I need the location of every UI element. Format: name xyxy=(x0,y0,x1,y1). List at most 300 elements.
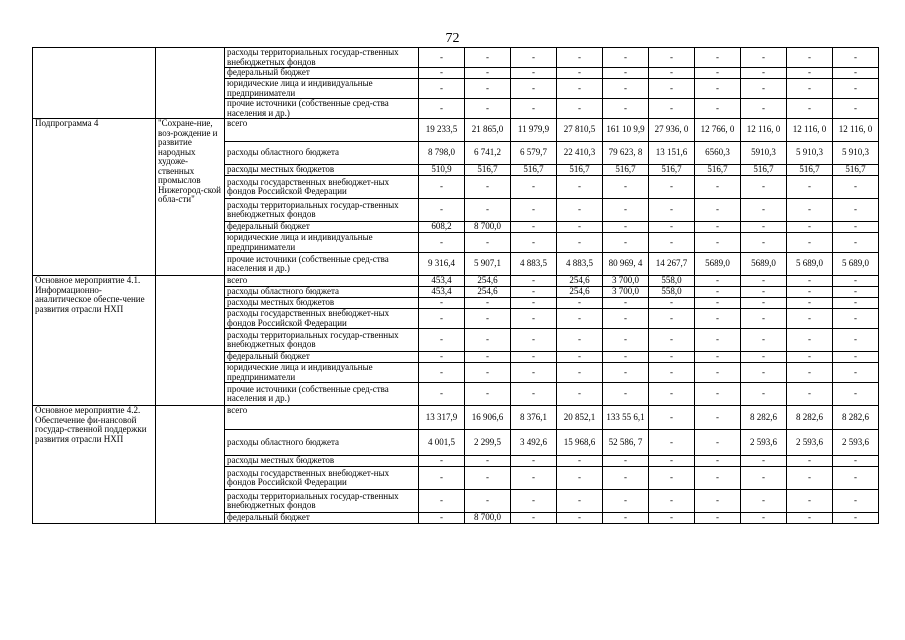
funding-source-cell: расходы областного бюджета xyxy=(225,287,419,298)
value-cell: - xyxy=(511,233,557,253)
value-cell: - xyxy=(695,176,741,199)
value-cell: - xyxy=(741,513,787,524)
value-cell: 8 798,0 xyxy=(419,142,465,165)
value-cell: 516,7 xyxy=(787,165,833,176)
value-cell: - xyxy=(787,490,833,513)
value-cell: - xyxy=(695,233,741,253)
value-cell: 5689,0 xyxy=(741,253,787,276)
funding-source-cell: расходы территориальных государ-ственных внебюджетных фондов xyxy=(225,48,419,68)
value-cell: 9 316,4 xyxy=(419,253,465,276)
value-cell: - xyxy=(787,99,833,119)
value-cell: 6 741,2 xyxy=(465,142,511,165)
value-cell: - xyxy=(603,363,649,383)
value-cell: - xyxy=(695,329,741,352)
value-cell: - xyxy=(557,352,603,363)
value-cell: - xyxy=(603,352,649,363)
value-cell: - xyxy=(695,363,741,383)
funding-source-cell: юридические лица и индивидуальные предприниматели xyxy=(225,79,419,99)
value-cell: - xyxy=(419,48,465,68)
value-cell: - xyxy=(603,456,649,467)
value-cell: - xyxy=(419,456,465,467)
value-cell: - xyxy=(603,68,649,79)
value-cell: 12 766, 0 xyxy=(695,119,741,142)
value-cell: 14 267,7 xyxy=(649,253,695,276)
value-cell: - xyxy=(833,48,879,68)
value-cell: - xyxy=(695,298,741,309)
value-cell: - xyxy=(649,99,695,119)
value-cell: - xyxy=(741,276,787,287)
value-cell: - xyxy=(511,456,557,467)
value-cell: 133 55 6,1 xyxy=(603,406,649,430)
program-title-cell xyxy=(156,406,225,524)
value-cell: - xyxy=(833,222,879,233)
program-title-cell: "Сохране-ние, воз-рождение и развитие народных художе-ственных промыслов Нижегород-ской обла-сти" xyxy=(156,119,225,276)
value-cell: - xyxy=(787,329,833,352)
value-cell: - xyxy=(695,513,741,524)
value-cell: - xyxy=(649,298,695,309)
value-cell: 558,0 xyxy=(649,276,695,287)
value-cell: - xyxy=(741,309,787,329)
value-cell: - xyxy=(741,222,787,233)
value-cell: - xyxy=(419,352,465,363)
value-cell: - xyxy=(419,176,465,199)
value-cell: - xyxy=(695,99,741,119)
value-cell: - xyxy=(419,298,465,309)
value-cell: - xyxy=(649,513,695,524)
value-cell: - xyxy=(511,467,557,490)
program-name-cell: Подпрограмма 4 xyxy=(33,119,156,276)
value-cell: - xyxy=(419,199,465,222)
value-cell: - xyxy=(833,199,879,222)
value-cell: 11 979,9 xyxy=(511,119,557,142)
value-cell: 8 282,6 xyxy=(741,406,787,430)
value-cell: 161 10 9,9 xyxy=(603,119,649,142)
value-cell: - xyxy=(741,490,787,513)
value-cell: - xyxy=(557,48,603,68)
value-cell: - xyxy=(419,309,465,329)
page-number: 72 xyxy=(445,31,460,46)
value-cell: - xyxy=(695,406,741,430)
value-cell: - xyxy=(833,352,879,363)
value-cell: - xyxy=(787,68,833,79)
funding-source-cell: юридические лица и индивидуальные предприниматели xyxy=(225,363,419,383)
table-row xyxy=(33,406,879,430)
value-cell: 79 623, 8 xyxy=(603,142,649,165)
program-name-cell xyxy=(33,48,156,119)
value-cell: - xyxy=(465,99,511,119)
value-cell: - xyxy=(695,490,741,513)
value-cell: - xyxy=(833,383,879,406)
value-cell: - xyxy=(465,233,511,253)
value-cell: - xyxy=(465,176,511,199)
value-cell: - xyxy=(695,287,741,298)
value-cell: - xyxy=(465,467,511,490)
funding-source-cell: всего xyxy=(225,119,419,142)
value-cell: - xyxy=(465,352,511,363)
value-cell: 12 116, 0 xyxy=(741,119,787,142)
value-cell: - xyxy=(649,456,695,467)
funding-source-cell: федеральный бюджет xyxy=(225,352,419,363)
value-cell: 8 700,0 xyxy=(465,513,511,524)
value-cell: - xyxy=(833,309,879,329)
value-cell: - xyxy=(695,352,741,363)
value-cell: 5 689,0 xyxy=(833,253,879,276)
value-cell: - xyxy=(695,383,741,406)
value-cell: - xyxy=(741,352,787,363)
value-cell: 254,6 xyxy=(557,287,603,298)
value-cell: - xyxy=(465,68,511,79)
value-cell: - xyxy=(465,383,511,406)
value-cell: 608,2 xyxy=(419,222,465,233)
value-cell: - xyxy=(511,490,557,513)
value-cell: 516,7 xyxy=(511,165,557,176)
value-cell: - xyxy=(465,363,511,383)
value-cell: - xyxy=(511,222,557,233)
value-cell: 21 865,0 xyxy=(465,119,511,142)
value-cell: - xyxy=(695,456,741,467)
value-cell: - xyxy=(511,363,557,383)
value-cell: 516,7 xyxy=(695,165,741,176)
value-cell: - xyxy=(695,222,741,233)
funding-source-cell: расходы государственных внебюджет-ных фондов Российской Федерации xyxy=(225,309,419,329)
value-cell: - xyxy=(557,456,603,467)
value-cell: 4 883,5 xyxy=(557,253,603,276)
value-cell: 5910,3 xyxy=(741,142,787,165)
program-title-cell xyxy=(156,48,225,119)
value-cell: - xyxy=(695,467,741,490)
value-cell: - xyxy=(603,222,649,233)
value-cell: 16 906,6 xyxy=(465,406,511,430)
value-cell: 510,9 xyxy=(419,165,465,176)
funding-source-cell: расходы государственных внебюджет-ных фондов Российской Федерации xyxy=(225,467,419,490)
value-cell: - xyxy=(511,48,557,68)
value-cell: - xyxy=(557,68,603,79)
value-cell: - xyxy=(419,467,465,490)
value-cell: - xyxy=(741,233,787,253)
value-cell: - xyxy=(741,298,787,309)
value-cell: - xyxy=(833,68,879,79)
value-cell: - xyxy=(557,513,603,524)
value-cell: - xyxy=(649,309,695,329)
value-cell: - xyxy=(741,79,787,99)
value-cell: 2 593,6 xyxy=(741,430,787,456)
value-cell: - xyxy=(557,490,603,513)
value-cell: 8 282,6 xyxy=(833,406,879,430)
value-cell: - xyxy=(465,48,511,68)
value-cell: - xyxy=(419,513,465,524)
value-cell: - xyxy=(511,352,557,363)
value-cell: - xyxy=(695,68,741,79)
value-cell: - xyxy=(649,79,695,99)
value-cell: - xyxy=(603,513,649,524)
value-cell: 27 810,5 xyxy=(557,119,603,142)
value-cell: - xyxy=(833,176,879,199)
value-cell: 5 910,3 xyxy=(833,142,879,165)
value-cell: - xyxy=(833,329,879,352)
program-name-cell: Основное мероприятие 4.1. Информационно-аналитическое обеспе-чение развития отрасли НХП xyxy=(33,276,156,406)
value-cell: 3 700,0 xyxy=(603,287,649,298)
value-cell: - xyxy=(649,430,695,456)
value-cell: - xyxy=(557,222,603,233)
value-cell: - xyxy=(649,329,695,352)
value-cell: - xyxy=(649,490,695,513)
value-cell: - xyxy=(741,99,787,119)
value-cell: - xyxy=(557,363,603,383)
funding-source-cell: расходы местных бюджетов xyxy=(225,298,419,309)
value-cell: 5 907,1 xyxy=(465,253,511,276)
value-cell: - xyxy=(603,298,649,309)
value-cell: 13 317,9 xyxy=(419,406,465,430)
value-cell: 254,6 xyxy=(465,287,511,298)
value-cell: - xyxy=(695,309,741,329)
value-cell: - xyxy=(557,79,603,99)
value-cell: - xyxy=(833,276,879,287)
funding-source-cell: прочие источники (собственные сред-ства населения и др.) xyxy=(225,383,419,406)
value-cell: - xyxy=(741,48,787,68)
value-cell: - xyxy=(649,352,695,363)
value-cell: - xyxy=(465,490,511,513)
value-cell: - xyxy=(603,176,649,199)
value-cell: - xyxy=(787,513,833,524)
value-cell: - xyxy=(649,48,695,68)
value-cell: - xyxy=(787,176,833,199)
value-cell: 12 116, 0 xyxy=(833,119,879,142)
value-cell: - xyxy=(649,383,695,406)
value-cell: 516,7 xyxy=(741,165,787,176)
value-cell: - xyxy=(511,199,557,222)
value-cell: - xyxy=(465,309,511,329)
value-cell: - xyxy=(557,383,603,406)
budget-table xyxy=(32,47,879,524)
value-cell: - xyxy=(741,383,787,406)
value-cell: - xyxy=(787,233,833,253)
funding-source-cell: всего xyxy=(225,406,419,430)
value-cell: - xyxy=(465,329,511,352)
value-cell: - xyxy=(511,298,557,309)
value-cell: - xyxy=(511,287,557,298)
value-cell: - xyxy=(603,490,649,513)
value-cell: - xyxy=(603,233,649,253)
value-cell: - xyxy=(833,79,879,99)
value-cell: - xyxy=(419,79,465,99)
funding-source-cell: расходы территориальных государ-ственных внебюджетных фондов xyxy=(225,490,419,513)
value-cell: - xyxy=(511,276,557,287)
value-cell: 15 968,6 xyxy=(557,430,603,456)
value-cell: - xyxy=(649,68,695,79)
program-title-cell xyxy=(156,276,225,406)
value-cell: - xyxy=(695,276,741,287)
funding-source-cell: прочие источники (собственные сред-ства населения и др.) xyxy=(225,99,419,119)
value-cell: - xyxy=(649,467,695,490)
value-cell: - xyxy=(419,233,465,253)
value-cell: 3 700,0 xyxy=(603,276,649,287)
value-cell: - xyxy=(419,383,465,406)
value-cell: - xyxy=(833,99,879,119)
value-cell: - xyxy=(465,79,511,99)
value-cell: - xyxy=(649,222,695,233)
value-cell: - xyxy=(787,287,833,298)
value-cell: - xyxy=(465,298,511,309)
funding-source-cell: расходы местных бюджетов xyxy=(225,165,419,176)
value-cell: - xyxy=(833,363,879,383)
value-cell: 516,7 xyxy=(603,165,649,176)
value-cell: - xyxy=(557,233,603,253)
value-cell: - xyxy=(787,79,833,99)
value-cell: - xyxy=(695,430,741,456)
value-cell: - xyxy=(557,329,603,352)
value-cell: - xyxy=(557,99,603,119)
value-cell: 8 376,1 xyxy=(511,406,557,430)
program-name-cell: Основное мероприятие 4.2. Обеспечение фи-нансовой государ-ственной поддержки развития отрасли НХП xyxy=(33,406,156,524)
value-cell: - xyxy=(557,467,603,490)
value-cell: - xyxy=(695,199,741,222)
value-cell: 2 593,6 xyxy=(833,430,879,456)
value-cell: 22 410,3 xyxy=(557,142,603,165)
value-cell: - xyxy=(419,329,465,352)
funding-source-cell: федеральный бюджет xyxy=(225,513,419,524)
value-cell: 4 883,5 xyxy=(511,253,557,276)
value-cell: 80 969, 4 xyxy=(603,253,649,276)
funding-source-cell: расходы областного бюджета xyxy=(225,142,419,165)
value-cell: 4 001,5 xyxy=(419,430,465,456)
value-cell: - xyxy=(603,79,649,99)
value-cell: - xyxy=(465,199,511,222)
value-cell: - xyxy=(787,352,833,363)
value-cell: 516,7 xyxy=(465,165,511,176)
value-cell: 254,6 xyxy=(465,276,511,287)
value-cell: - xyxy=(603,329,649,352)
value-cell: - xyxy=(741,176,787,199)
funding-source-cell: федеральный бюджет xyxy=(225,222,419,233)
value-cell: - xyxy=(787,48,833,68)
value-cell: 6560,3 xyxy=(695,142,741,165)
value-cell: 516,7 xyxy=(833,165,879,176)
value-cell: - xyxy=(833,456,879,467)
value-cell: - xyxy=(465,456,511,467)
value-cell: - xyxy=(419,68,465,79)
funding-source-cell: расходы территориальных государ-ственных внебюджетных фондов xyxy=(225,329,419,352)
value-cell: - xyxy=(557,298,603,309)
value-cell: - xyxy=(511,68,557,79)
value-cell: - xyxy=(741,467,787,490)
table-row xyxy=(33,48,879,68)
value-cell: 52 586, 7 xyxy=(603,430,649,456)
value-cell: - xyxy=(787,298,833,309)
value-cell: - xyxy=(649,406,695,430)
value-cell: 19 233,5 xyxy=(419,119,465,142)
value-cell: 254,6 xyxy=(557,276,603,287)
value-cell: - xyxy=(833,298,879,309)
value-cell: 20 852,1 xyxy=(557,406,603,430)
value-cell: - xyxy=(787,456,833,467)
value-cell: - xyxy=(787,199,833,222)
funding-source-cell: расходы местных бюджетов xyxy=(225,456,419,467)
value-cell: 5689,0 xyxy=(695,253,741,276)
funding-source-cell: федеральный бюджет xyxy=(225,68,419,79)
value-cell: - xyxy=(833,513,879,524)
value-cell: - xyxy=(741,68,787,79)
value-cell: 6 579,7 xyxy=(511,142,557,165)
value-cell: - xyxy=(649,199,695,222)
value-cell: - xyxy=(511,99,557,119)
value-cell: - xyxy=(511,309,557,329)
funding-source-cell: расходы территориальных государ-ственных внебюджетных фондов xyxy=(225,199,419,222)
value-cell: - xyxy=(511,329,557,352)
funding-source-cell: всего xyxy=(225,276,419,287)
value-cell: - xyxy=(787,276,833,287)
value-cell: 5 689,0 xyxy=(787,253,833,276)
value-cell: - xyxy=(649,176,695,199)
value-cell: - xyxy=(603,48,649,68)
value-cell: - xyxy=(511,383,557,406)
value-cell: - xyxy=(603,99,649,119)
value-cell: - xyxy=(741,456,787,467)
value-cell: - xyxy=(603,467,649,490)
value-cell: - xyxy=(741,287,787,298)
value-cell: - xyxy=(787,309,833,329)
table-row xyxy=(33,276,879,287)
value-cell: - xyxy=(557,309,603,329)
value-cell: - xyxy=(833,233,879,253)
value-cell: - xyxy=(787,222,833,233)
funding-source-cell: юридические лица и индивидуальные предприниматели xyxy=(225,233,419,253)
funding-source-cell: расходы государственных внебюджет-ных фондов Российской Федерации xyxy=(225,176,419,199)
value-cell: - xyxy=(787,363,833,383)
value-cell: - xyxy=(511,513,557,524)
value-cell: - xyxy=(741,199,787,222)
value-cell: 27 936, 0 xyxy=(649,119,695,142)
value-cell: - xyxy=(833,490,879,513)
table-row xyxy=(33,119,879,142)
value-cell: - xyxy=(787,383,833,406)
value-cell: - xyxy=(419,99,465,119)
value-cell: - xyxy=(511,176,557,199)
value-cell: - xyxy=(649,233,695,253)
value-cell: 558,0 xyxy=(649,287,695,298)
value-cell: - xyxy=(603,383,649,406)
value-cell: - xyxy=(787,467,833,490)
value-cell: - xyxy=(557,176,603,199)
value-cell: 2 593,6 xyxy=(787,430,833,456)
value-cell: 453,4 xyxy=(419,276,465,287)
value-cell: - xyxy=(419,363,465,383)
value-cell: 3 492,6 xyxy=(511,430,557,456)
value-cell: 453,4 xyxy=(419,287,465,298)
value-cell: 13 151,6 xyxy=(649,142,695,165)
value-cell: 516,7 xyxy=(557,165,603,176)
value-cell: - xyxy=(741,329,787,352)
value-cell: - xyxy=(557,199,603,222)
funding-source-cell: прочие источники (собственные сред-ства населения и др.) xyxy=(225,253,419,276)
value-cell: 516,7 xyxy=(649,165,695,176)
value-cell: 8 282,6 xyxy=(787,406,833,430)
value-cell: 8 700,0 xyxy=(465,222,511,233)
value-cell: - xyxy=(649,363,695,383)
value-cell: - xyxy=(833,467,879,490)
value-cell: 12 116, 0 xyxy=(787,119,833,142)
value-cell: - xyxy=(603,309,649,329)
value-cell: - xyxy=(833,287,879,298)
value-cell: 2 299,5 xyxy=(465,430,511,456)
value-cell: - xyxy=(511,79,557,99)
funding-source-cell: расходы областного бюджета xyxy=(225,430,419,456)
value-cell: - xyxy=(741,363,787,383)
value-cell: - xyxy=(603,199,649,222)
value-cell: - xyxy=(695,79,741,99)
value-cell: - xyxy=(695,48,741,68)
value-cell: 5 910,3 xyxy=(787,142,833,165)
value-cell: - xyxy=(419,490,465,513)
